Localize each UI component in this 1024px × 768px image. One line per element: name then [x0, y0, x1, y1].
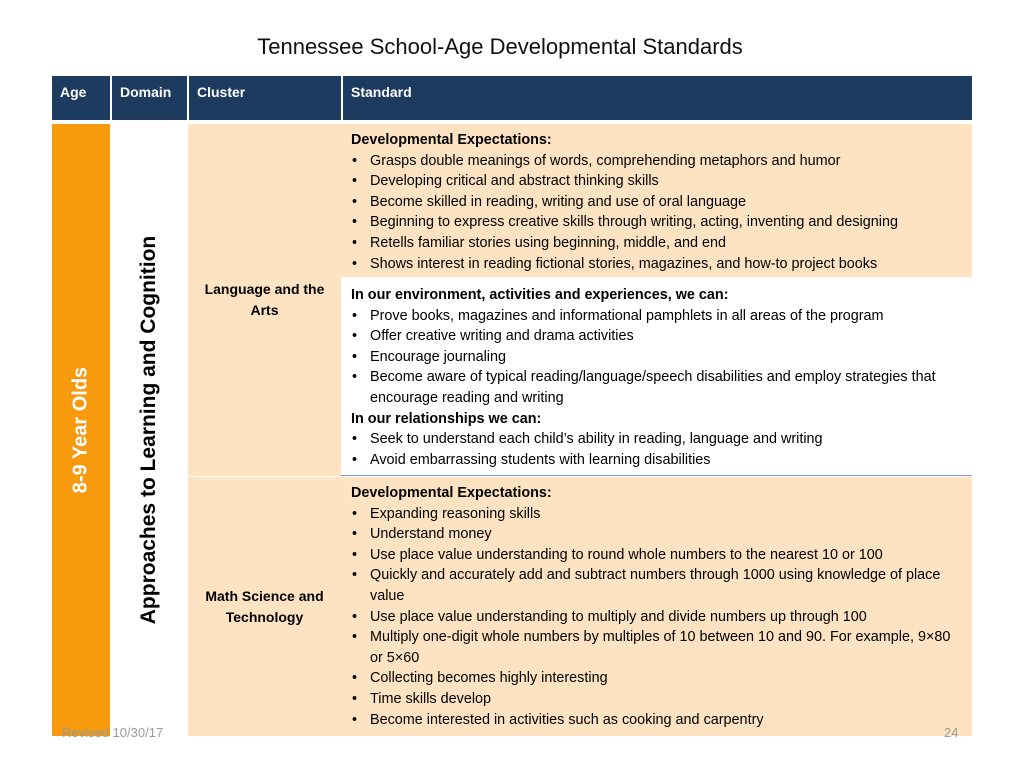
section-heading: In our environment, activities and experiences, we can: [351, 287, 729, 303]
section-heading: Developmental Expectations: [351, 132, 552, 148]
list-item: • Grasps double meanings of words, comprehending metaphors and humor [351, 151, 964, 172]
page-number: 24 [944, 725, 959, 740]
list-item: • Prove books, magazines and informational pamphlets in all areas of the program [351, 306, 964, 327]
list-item: • Offer creative writing and drama activities [351, 326, 964, 347]
cluster-math-science [188, 477, 341, 736]
bullet-list [351, 504, 964, 731]
page-title: Tennessee School-Age Developmental Standards [257, 34, 743, 59]
standard-language-environment [341, 279, 972, 476]
header-standard: Standard [343, 76, 972, 120]
list-item: • Become aware of typical reading/language/speech disabilities and employ strategies that encourage reading and writing [351, 367, 964, 408]
cluster-name: Math Science and Technology [205, 587, 324, 625]
list-item: • Multiply one-digit whole numbers by multiples of 10 between 10 and 90. For example, 9×80 or 5×60 [351, 627, 964, 668]
list-item: • Expanding reasoning skills [351, 504, 964, 525]
bullet-list [351, 429, 964, 470]
standard-math-expectations [341, 477, 972, 736]
cluster-name: Language and the Arts [204, 281, 325, 318]
domain-label: Approaches to Learning and Cognition [137, 235, 160, 625]
list-item: • Avoid embarrassing students with learning disabilities [351, 450, 964, 471]
bullet-list [351, 306, 964, 409]
list-item: • Collecting becomes highly interesting [351, 668, 964, 689]
list-item: • Time skills develop [351, 689, 964, 710]
section-heading: Developmental Expectations: [351, 485, 552, 501]
list-item: • Become skilled in reading, writing and use of oral language [351, 192, 964, 213]
revised-date: Revised 10/30/17 [62, 725, 164, 740]
header-cluster: Cluster [189, 76, 341, 120]
list-item: • Understand money [351, 524, 964, 545]
header-age: Age [52, 76, 110, 120]
list-item: • Retells familiar stories using beginning, middle, and end [351, 233, 964, 254]
list-item: • Use place value understanding to multiply and divide numbers up through 100 [351, 607, 964, 628]
list-item: • Seek to understand each child’s ability in reading, language and writing [351, 429, 964, 450]
header-domain: Domain [112, 76, 187, 120]
list-item: • Quickly and accurately add and subtract numbers through 1000 using knowledge of place value [351, 565, 964, 606]
list-item: • Beginning to express creative skills through writing, acting, inventing and designing [351, 212, 964, 233]
list-item: • Shows interest in reading fictional stories, magazines, and how-to project books [351, 254, 964, 275]
list-item: • Developing critical and abstract thinking skills [351, 171, 964, 192]
domain-cell [110, 124, 188, 736]
bullet-list [351, 151, 964, 275]
age-label: 8-9 Year Olds [69, 366, 92, 494]
section-heading: In our relationships we can: [351, 410, 542, 427]
cluster-language-arts [188, 124, 341, 476]
list-item: • Encourage journaling [351, 347, 964, 368]
list-item: • Become interested in activities such as cooking and carpentry [351, 710, 964, 731]
standard-language-expectations [341, 124, 972, 277]
age-cell [52, 124, 110, 736]
list-item: • Use place value understanding to round whole numbers to the nearest 10 or 100 [351, 545, 964, 566]
